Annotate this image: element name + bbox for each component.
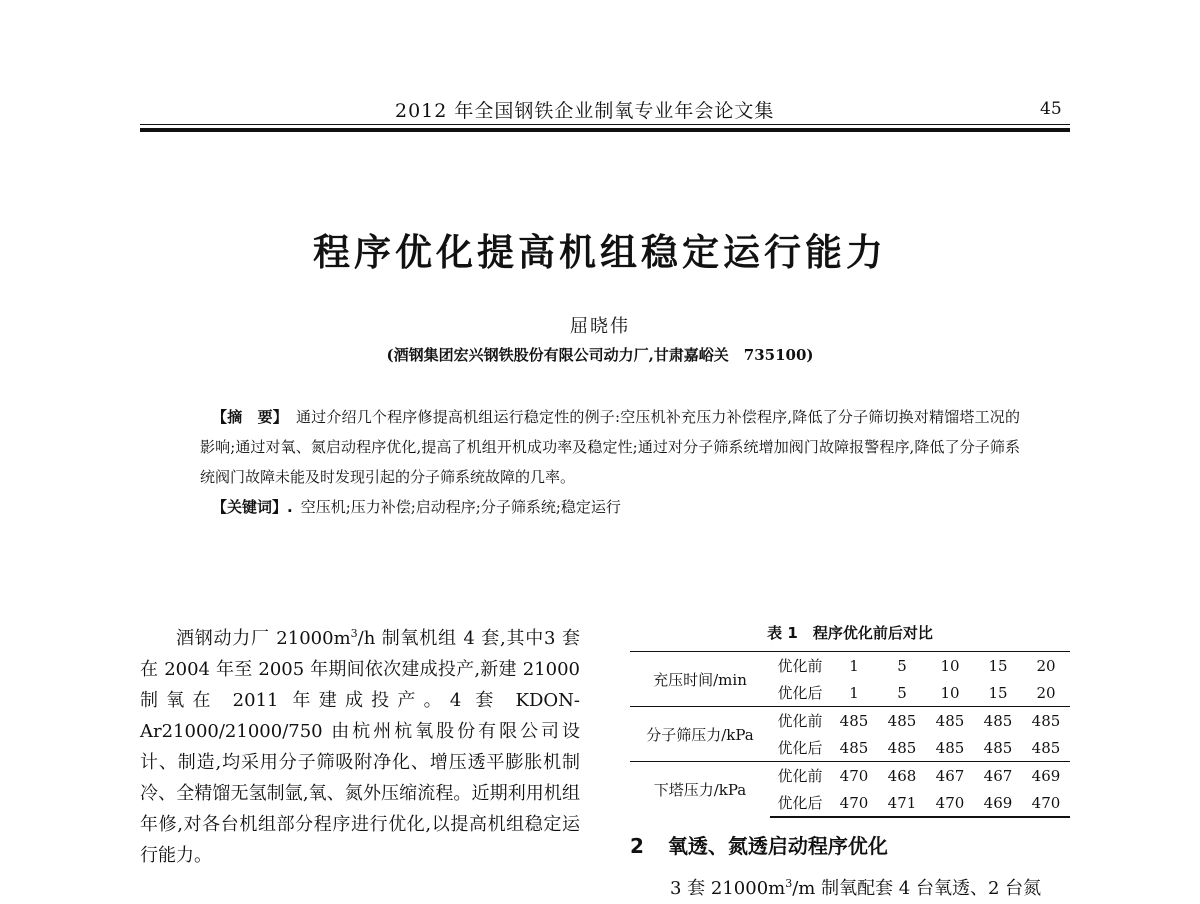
table-cell: 485: [974, 707, 1022, 735]
table-row: [630, 762, 1070, 790]
section-superscript: 3: [785, 877, 793, 890]
intro-text-b: /h 制氧机组 4 套,其中3 套在 2004 年至 2005 年期间依次建成投产,新建 21000 制氧在 2011 年建成投产。4 套 KDON-Ar21000/21000/750 由杭州杭氧股份有限公司设计、制造,均采用分子筛吸附净化、增压透平膨胀机制冷、全精馏无氢制氩,氧、氮外压缩流程。近期利用机组年修,对各台机组部分程序进行优化,以提高机组稳定运行能力。: [140, 628, 580, 866]
section-text-b: /m 制氧配套 4 台氧透、2 台氮: [792, 878, 1042, 899]
table-state-label: 优化后: [770, 789, 830, 817]
table-state-label: 优化后: [777, 739, 823, 757]
table-cell: 15: [988, 683, 1008, 702]
header-rule-thin: [140, 124, 1070, 125]
table-cell: 468: [878, 762, 926, 790]
table-cell: 485: [1031, 738, 1061, 757]
comparison-table: [630, 651, 1070, 818]
keywords-label: 【关键词】.: [212, 498, 293, 516]
abstract-paragraph: [200, 402, 1020, 492]
intro-superscript: 3: [350, 627, 358, 640]
table-cell: 485: [935, 738, 965, 757]
table-cell: 485: [830, 707, 878, 735]
section-text-a: 3 套 21000m: [670, 878, 786, 899]
table-cell: 1: [830, 652, 878, 680]
table-cell: 1: [849, 683, 859, 702]
section-title: 氧透、氮透启动程序优化: [667, 834, 888, 858]
table-cell: 10: [926, 652, 974, 680]
intro-paragraph: [140, 618, 580, 871]
abstract-label: 【摘 要】: [212, 408, 288, 426]
table-cell: 485: [878, 707, 926, 735]
table-row-label: 充压时间/min: [630, 652, 770, 707]
author-name: 屈晓伟: [570, 316, 630, 337]
table-cell: 467: [926, 762, 974, 790]
table-cell: 5: [878, 652, 926, 680]
table-cell: 470: [1022, 789, 1070, 817]
table-cell: 10: [940, 683, 960, 702]
table-row-label: 下塔压力/kPa: [630, 762, 770, 818]
table-cell: 485: [1022, 707, 1070, 735]
table-cell: 470: [926, 789, 974, 817]
table-cell: 469: [1022, 762, 1070, 790]
header-rule-thick: [140, 128, 1070, 132]
table-row-label: 分子筛压力/kPa: [630, 707, 770, 762]
keywords-line: [200, 492, 1020, 522]
table-state-label: 优化后: [777, 684, 823, 702]
page-number: 45: [1040, 99, 1062, 119]
running-header-title: 2012 年全国钢铁企业制氧专业年会论文集: [395, 100, 775, 122]
table-cell: 470: [830, 762, 878, 790]
table-cell: 20: [1022, 652, 1070, 680]
table-cell: 15: [974, 652, 1022, 680]
table-cell: 467: [974, 762, 1022, 790]
abstract-text: 通过介绍几个程序修提高机组运行稳定性的例子:空压机补充压力补偿程序,降低了分子筛切换对精馏塔工况的影响;通过对氧、氮启动程序优化,提高了机组开机成功率及稳定性;通过对分子筛系统增加阀门故障报警程序,降低了分子筛系统阀门故障未能及时发现引起的分子筛系统故障的几率。: [200, 408, 1020, 486]
table-cell: 470: [830, 789, 878, 817]
keywords-text: 空压机;压力补偿;启动程序;分子筛系统;稳定运行: [300, 498, 621, 516]
table-caption: 表 1 程序优化前后对比: [767, 624, 933, 642]
table-state-label: 优化前: [770, 762, 830, 790]
paper-title: 程序优化提高机组稳定运行能力: [313, 230, 887, 274]
table-row: [630, 652, 1070, 680]
section-number: 2: [630, 834, 644, 858]
abstract-block: [200, 402, 1020, 522]
table-cell: 485: [926, 707, 974, 735]
table-cell: 485: [839, 738, 869, 757]
table-cell: 485: [887, 738, 917, 757]
table-row: [630, 707, 1070, 735]
table-cell: 20: [1036, 683, 1056, 702]
intro-text-a: 酒钢动力厂 21000m: [176, 628, 351, 649]
table-state-label: 优化前: [770, 707, 830, 735]
section-paragraph: [670, 868, 1080, 904]
intro-column: [140, 618, 580, 871]
table-cell: 485: [983, 738, 1013, 757]
author-affiliation: (酒钢集团宏兴钢铁股份有限公司动力厂,甘肃嘉峪关 735100): [386, 346, 814, 364]
table-state-label: 优化前: [770, 652, 830, 680]
section-heading: [630, 830, 888, 859]
table-cell: 5: [897, 683, 907, 702]
table-cell: 471: [878, 789, 926, 817]
table-cell: 469: [974, 789, 1022, 817]
